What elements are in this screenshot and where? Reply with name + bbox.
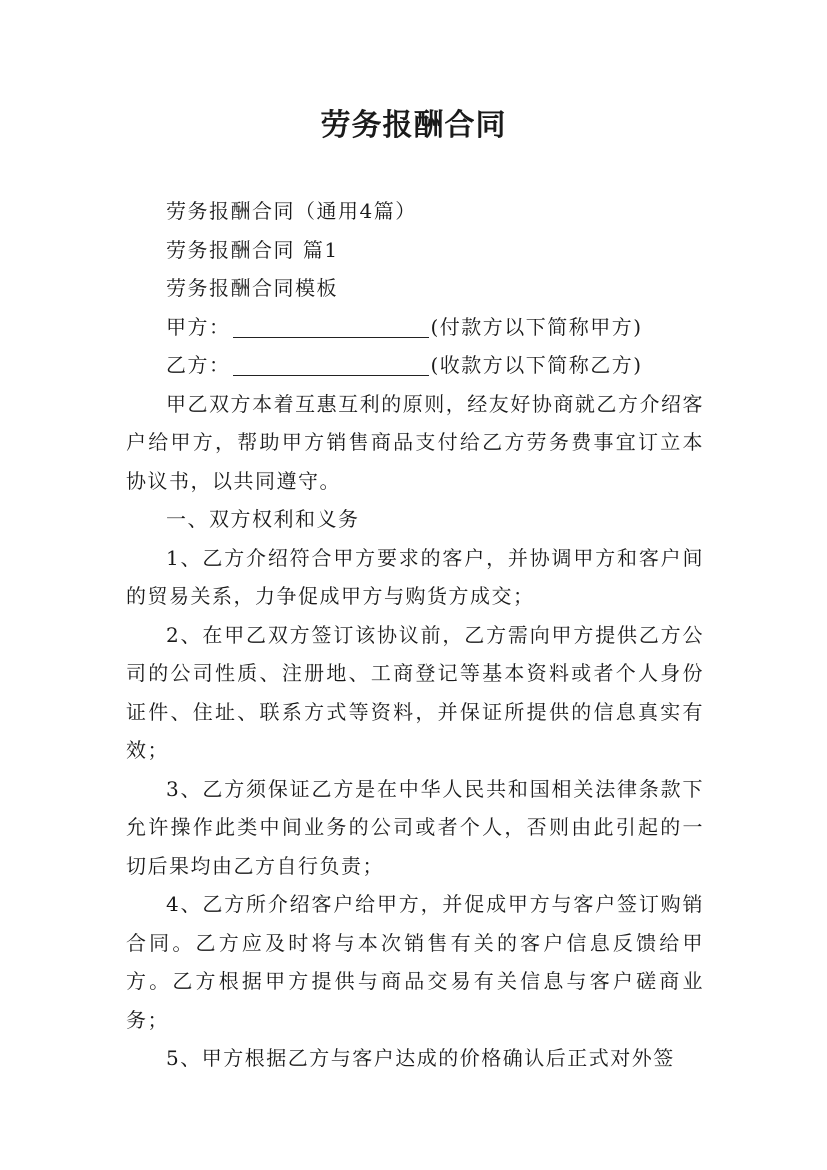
section-heading: 劳务报酬合同 篇1 — [166, 237, 339, 262]
party-b-note: (收款方以下简称乙方) — [430, 353, 643, 377]
party-b-blank — [233, 355, 429, 376]
party-a-line — [126, 308, 704, 347]
clause-1: 1、乙方介绍符合甲方要求的客户，并协调甲方和客户间的贸易关系，力争促成甲方与购货方成交； — [126, 545, 704, 608]
document-body — [126, 192, 704, 1078]
clause-3: 3、乙方须保证乙方是在中华人民共和国相关法律条款下允许操作此类中间业务的公司或者个人，否则由此引起的一切后果均由乙方自行负责； — [126, 776, 704, 878]
party-b-label: 乙方： — [166, 353, 231, 377]
article-1-heading: 一、双方权利和义务 — [166, 507, 360, 531]
party-a-note: (付款方以下简称甲方) — [430, 314, 643, 339]
template-heading: 劳务报酬合同模板 — [166, 276, 338, 300]
clause-5: 5、甲方根据乙方与客户达成的价格确认后正式对外签 — [166, 1046, 675, 1070]
clause-4: 4、乙方所介绍客户给甲方，并促成甲方与客户签订购销合同。乙方应及时将与本次销售有关的客户信息反馈给甲方。乙方根据甲方提供与商品交易有关信息与客户磋商业务； — [126, 892, 704, 1032]
intro-paragraph: 甲乙双方本着互惠互利的原则，经友好协商就乙方介绍客户给甲方，帮助甲方销售商品支付给乙方劳务费事宜订立本协议书，以共同遵守。 — [126, 391, 704, 493]
document-title: 劳务报酬合同 — [320, 108, 507, 143]
party-a-blank — [233, 317, 429, 338]
clause-2: 2、在甲乙双方签订该协议前，乙方需向甲方提供乙方公司的公司性质、注册地、工商登记等基本资料或者个人身份证件、住址、联系方式等资料，并保证所提供的信息真实有效； — [126, 622, 704, 762]
party-a-label: 甲方： — [166, 314, 231, 339]
subtitle: 劳务报酬合同（通用4篇） — [166, 199, 417, 223]
party-b-line — [126, 346, 704, 385]
